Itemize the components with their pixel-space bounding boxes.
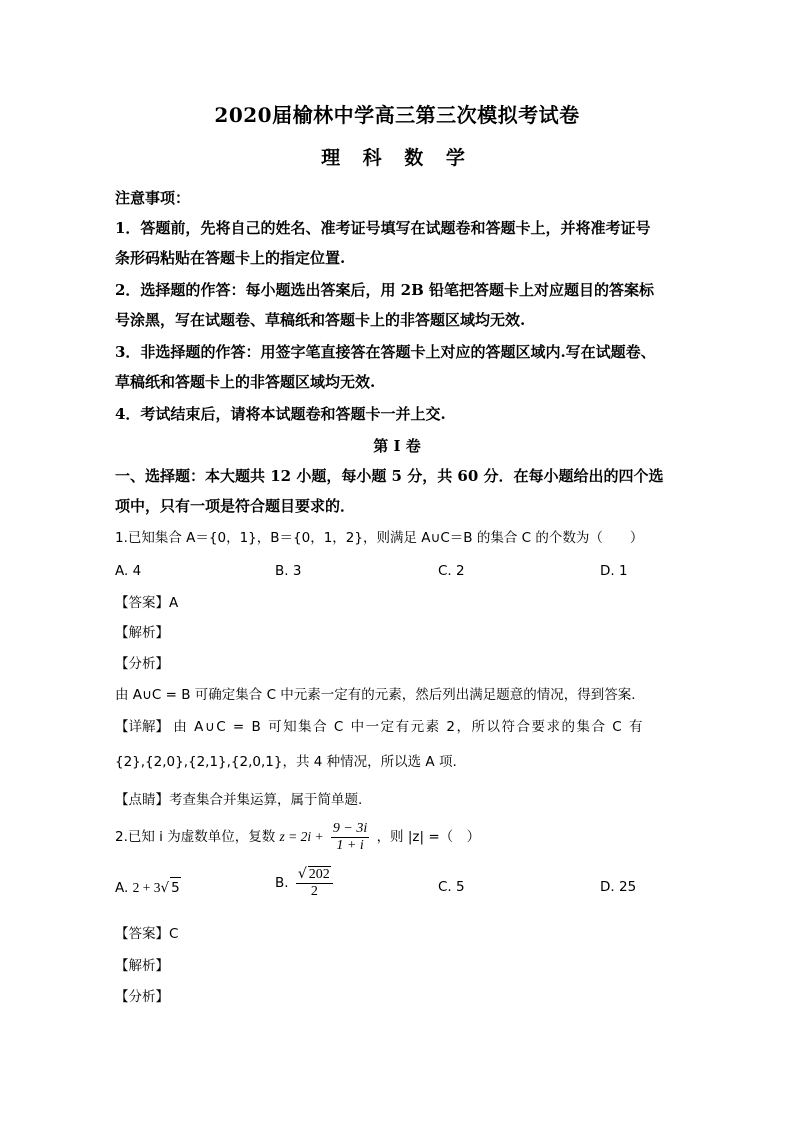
note-1-line-2: 条形码粘贴在答题卡上的指定位置. — [115, 249, 346, 267]
q1-stem: 1.已知集合 A＝{0，1}，B＝{0，1，2}，则满足 A∪C＝B 的集合 C 的个数为（ ） — [115, 530, 644, 546]
q1-comment-text: 考查集合并集运算，属于简单题. — [169, 792, 363, 808]
q1-detail — [115, 717, 644, 737]
q1-option-d: D. 1 — [600, 563, 628, 579]
q2-option-d: D. 25 — [600, 879, 637, 895]
q1-detail-text-2: {2},{2,0},{2,1},{2,0,1}，共 4 种情况，所以选 A 项. — [115, 754, 457, 770]
q2-answer: 【答案】C — [115, 926, 179, 942]
q2-option-b-radicand: 202 — [308, 867, 330, 882]
notes-heading: 注意事项： — [115, 189, 191, 207]
q1-answer: 【答案】A — [115, 595, 179, 611]
q2-option-c: C. 5 — [438, 879, 465, 895]
q1-detail-label: 【详解】 — [115, 719, 169, 735]
radical-icon: √ — [160, 880, 170, 896]
q1-comment — [115, 790, 362, 810]
section-intro-line-2: 项中，只有一项是符合题目要求的． — [115, 497, 356, 515]
note-3-line-1: 3．非选择题的作答：用签字笔直接答在答题卡上对应的答题区域内.写在试题卷、 — [115, 343, 656, 361]
q1-fenxi-label: 【分析】 — [115, 656, 169, 672]
q2-option-b-label: B. — [275, 875, 289, 891]
exam-title: 2020届榆林中学高三第三次模拟考试卷 — [214, 103, 580, 127]
q2-analysis-label: 【解析】 — [115, 958, 169, 974]
q1-option-b: B. 3 — [275, 563, 302, 579]
q1-fenxi-text: 由 A∪C = B 可确定集合 C 中元素一定有的元素，然后列出满足题意的情况，得到答案. — [115, 687, 636, 703]
note-4: 4．考试结束后，请将本试题卷和答题卡一并上交. — [115, 405, 446, 423]
exam-subtitle: 理 科 数 学 — [321, 147, 473, 169]
volume-heading: 第 I 卷 — [373, 437, 421, 455]
q2-stem-prefix: 2.已知 i 为虚数单位，复数 — [115, 829, 276, 845]
q2-fraction — [331, 821, 369, 854]
q2-fraction-numerator: 9 − 3i — [332, 820, 368, 836]
q1-analysis-label: 【解析】 — [115, 625, 169, 641]
note-2-line-2: 号涂黑，写在试题卷、草稿纸和答题卡上的非答题区域均无效. — [115, 311, 526, 329]
q2-option-a — [115, 877, 181, 898]
note-1-line-1: 1．答题前，先将自己的姓名、准考证号填写在试题卷和答题卡上，并将准考证号 — [115, 219, 651, 237]
q1-option-a: A. 4 — [115, 563, 142, 579]
q2-stem — [115, 820, 480, 854]
note-3-line-2: 草稿纸和答题卡上的非答题区域均无效. — [115, 373, 376, 391]
q2-fraction-denominator: 1 + i — [336, 837, 364, 853]
radical-icon: √ — [297, 866, 307, 882]
q2-option-b-fraction — [296, 866, 333, 900]
q2-stem-suffix: ，则 |z| =（ ） — [376, 829, 481, 845]
q1-detail-text: 由 A∪C = B 可知集合 C 中一定有元素 2，所以符合要求的集合 C 有 — [173, 719, 644, 735]
q1-option-c: C. 2 — [438, 563, 465, 579]
section-intro-line-1: 一、选择题：本大题共 12 小题，每小题 5 分，共 60 分．在每小题给出的四个选 — [115, 467, 664, 485]
note-2-line-1: 2．选择题的作答：每小题选出答案后，用 2B 铅笔把答题卡上对应题目的答案标 — [115, 281, 655, 299]
q1-comment-label: 【点睛】 — [115, 792, 169, 808]
q2-option-a-label: A. — [115, 880, 129, 896]
q2-option-b-denominator: 2 — [310, 884, 318, 899]
q2-option-a-radicand: 5 — [170, 877, 181, 898]
q2-fenxi-label: 【分析】 — [115, 989, 169, 1005]
q2-option-b — [275, 866, 336, 900]
q2-option-b-numerator — [296, 866, 333, 884]
q2-option-a-expression: 2 + 3 — [132, 880, 161, 895]
q2-z-expression: z = 2i + — [279, 829, 324, 844]
